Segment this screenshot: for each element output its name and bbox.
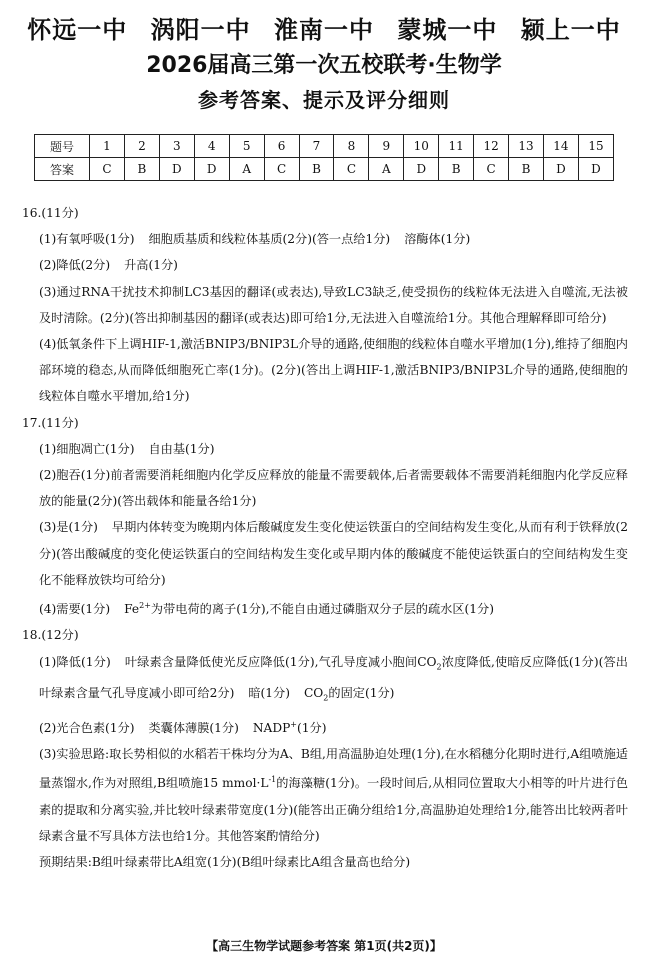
nadp-charge: + (290, 719, 297, 729)
q17-4a: (4)需要(1分) (39, 602, 111, 617)
answer-cell: D (543, 158, 578, 181)
q17-3b: 早期内体转变为晚期内体后酸碱度发生变化使运铁蛋白的空间结构发生变化,从而有利于铁释放(2分)(答出酸碱度的变化使运铁蛋白的空间结构发生变化或早期内体的酸碱度不能使运铁蛋白的空间结构发生变化不能释放铁均可给分) (39, 520, 628, 587)
question-number: 1 (90, 135, 125, 158)
answer-cell: C (474, 158, 509, 181)
q17-3a: (3)是(1分) (39, 520, 98, 535)
school-names: 怀远一中 涡阳一中 淮南一中 蒙城一中 颍上一中 (27, 16, 621, 44)
q18-3-end: 的海藻糖(1分)。一段时间后,从相同位置取大小相等的叶片进行色素的提取和分离实验,并比较叶绿素带宽度(1分)(能答出正确分组给1分,高温胁迫处理给1分,能答出比较两者叶绿素含量不写具体方法也给1分。其他答案酌情给分) (39, 776, 628, 843)
q16-part-4: (4)低氧条件下上调HIF-1,激活BNIP3/BNIP3L介导的通路,使细胞的线粒体自噬水平增加(1分),维持了细胞内部环境的稳态,从而降低细胞死亡率(1分)。(2分)(答出上调HIF-1,激活BNIP3/BNIP3L介导的通路,使细胞的线粒体自噬水平增加,给1分) (39, 337, 628, 404)
question-number: 7 (299, 135, 334, 158)
document-title: 参考答案、提示及评分细则 (198, 88, 450, 112)
q18-1e: 的固定(1分) (328, 686, 395, 701)
iron-ion-symbol: Fe (124, 602, 140, 617)
q17-part-3 (22, 514, 628, 593)
q16-part-1 (22, 226, 628, 252)
q17-part-4 (22, 593, 628, 622)
q17-1b: 自由基(1分) (148, 441, 215, 456)
answer-row (35, 158, 614, 181)
answer-explanations (22, 200, 628, 875)
question-number: 13 (509, 135, 544, 158)
answer-cell: D (578, 158, 613, 181)
exam-title: 2026届高三第一次五校联考·生物学 (146, 53, 502, 78)
answer-cell: D (404, 158, 439, 181)
question-number: 3 (159, 135, 194, 158)
answer-cell: C (264, 158, 299, 181)
question-17-heading: 17.(11分) (22, 415, 79, 430)
q16-part-2 (22, 252, 628, 278)
unit-exponent: -1 (268, 775, 277, 785)
row-label-answer: 答案 (35, 158, 90, 181)
question-number: 8 (334, 135, 369, 158)
q18-1c: 浓度降低,使暗反应降低(1分)(答出叶绿素含量气孔导度减小即可给2分) (39, 654, 628, 701)
q17-part-1 (22, 436, 628, 462)
question-number: 12 (474, 135, 509, 158)
question-16-heading: 16.(11分) (22, 206, 79, 220)
question-number: 4 (194, 135, 229, 158)
question-18-heading: 18.(12分) (22, 628, 79, 643)
question-number: 6 (264, 135, 299, 158)
answer-table (34, 134, 614, 181)
page-footer: 【高三生物学试题参考答案 第1页(共2页)】 (206, 939, 442, 953)
question-number: 10 (404, 135, 439, 158)
answer-cell: D (194, 158, 229, 181)
q18-part-1 (22, 649, 628, 712)
answer-cell: B (439, 158, 474, 181)
q18-1a: (1)降低(1分) (39, 654, 111, 669)
q18-1d: 暗(1分) (248, 686, 290, 701)
answer-cell: C (90, 158, 125, 181)
q16-1c: 溶酶体(1分) (404, 232, 471, 247)
q16-1a: (1)有氧呼吸(1分) (39, 232, 135, 247)
q16-2b: 升高(1分) (124, 258, 178, 273)
question-number: 9 (369, 135, 404, 158)
question-number-row (35, 135, 614, 158)
q18-2a: (2)光合色素(1分) (39, 720, 135, 735)
question-number: 5 (229, 135, 264, 158)
q18-expected-result: 预期结果:B组叶绿素带比A组宽(1分)(B组叶绿素比A组含量高也给分) (39, 854, 411, 869)
row-label-number: 题号 (35, 135, 90, 158)
q18-1b: 叶绿素含量降低使光反应降低(1分),气孔导度减小胞间CO (124, 654, 437, 669)
question-number: 11 (439, 135, 474, 158)
answer-cell: A (369, 158, 404, 181)
co2-subscript: 2 (323, 693, 329, 703)
answer-cell: B (299, 158, 334, 181)
nadp-symbol: NADP (252, 720, 291, 735)
q17-1a: (1)细胞凋亡(1分) (39, 441, 135, 456)
question-number: 15 (578, 135, 613, 158)
q16-2a: (2)降低(2分) (39, 258, 111, 273)
q16-part-3: (3)通过RNA干扰技术抑制LC3基因的翻译(或表达),导致LC3缺乏,使受损伤的线粒体无法进入自噬流,无法被及时清除。(2分)(答出抑制基因的翻译(或表达)即可给1分,无法进入自噬流给1分。其他合理解释即可给分) (39, 284, 628, 325)
question-number: 2 (124, 135, 159, 158)
answer-cell: C (334, 158, 369, 181)
q17-part-2: (2)胞吞(1分)前者需要消耗细胞内化学反应释放的能量不需要载体,后者需要载体不需要消耗细胞内化学反应释放的能量(2分)(答出载体和能量各给1分) (39, 468, 628, 509)
q17-4b: 为带电荷的离子(1分),不能自由通过磷脂双分子层的疏水区(1分) (150, 602, 494, 617)
co2-subscript: 2 (436, 661, 442, 671)
q16-1b: 细胞质基质和线粒体基质(2分)(答一点给1分) (148, 232, 391, 247)
q18-part-2 (22, 712, 628, 741)
question-number: 14 (543, 135, 578, 158)
q18-part-3 (22, 741, 628, 849)
q18-2c: (1分) (297, 720, 327, 735)
q18-2b: 类囊体薄膜(1分) (148, 720, 239, 735)
q18-3-start: (3)实验思路:取长势相似的水稻若干株均分为A、B组,用高温胁迫处理(1分),在水稻穗分化期时进行,A组喷施适量蒸馏水,作为对照组,B组喷施15 mmol·L (39, 747, 628, 791)
co2-symbol: CO (303, 686, 324, 701)
iron-ion-charge: 2+ (139, 601, 151, 611)
answer-cell: D (159, 158, 194, 181)
answer-cell: B (124, 158, 159, 181)
answer-cell: B (509, 158, 544, 181)
answer-cell: A (229, 158, 264, 181)
